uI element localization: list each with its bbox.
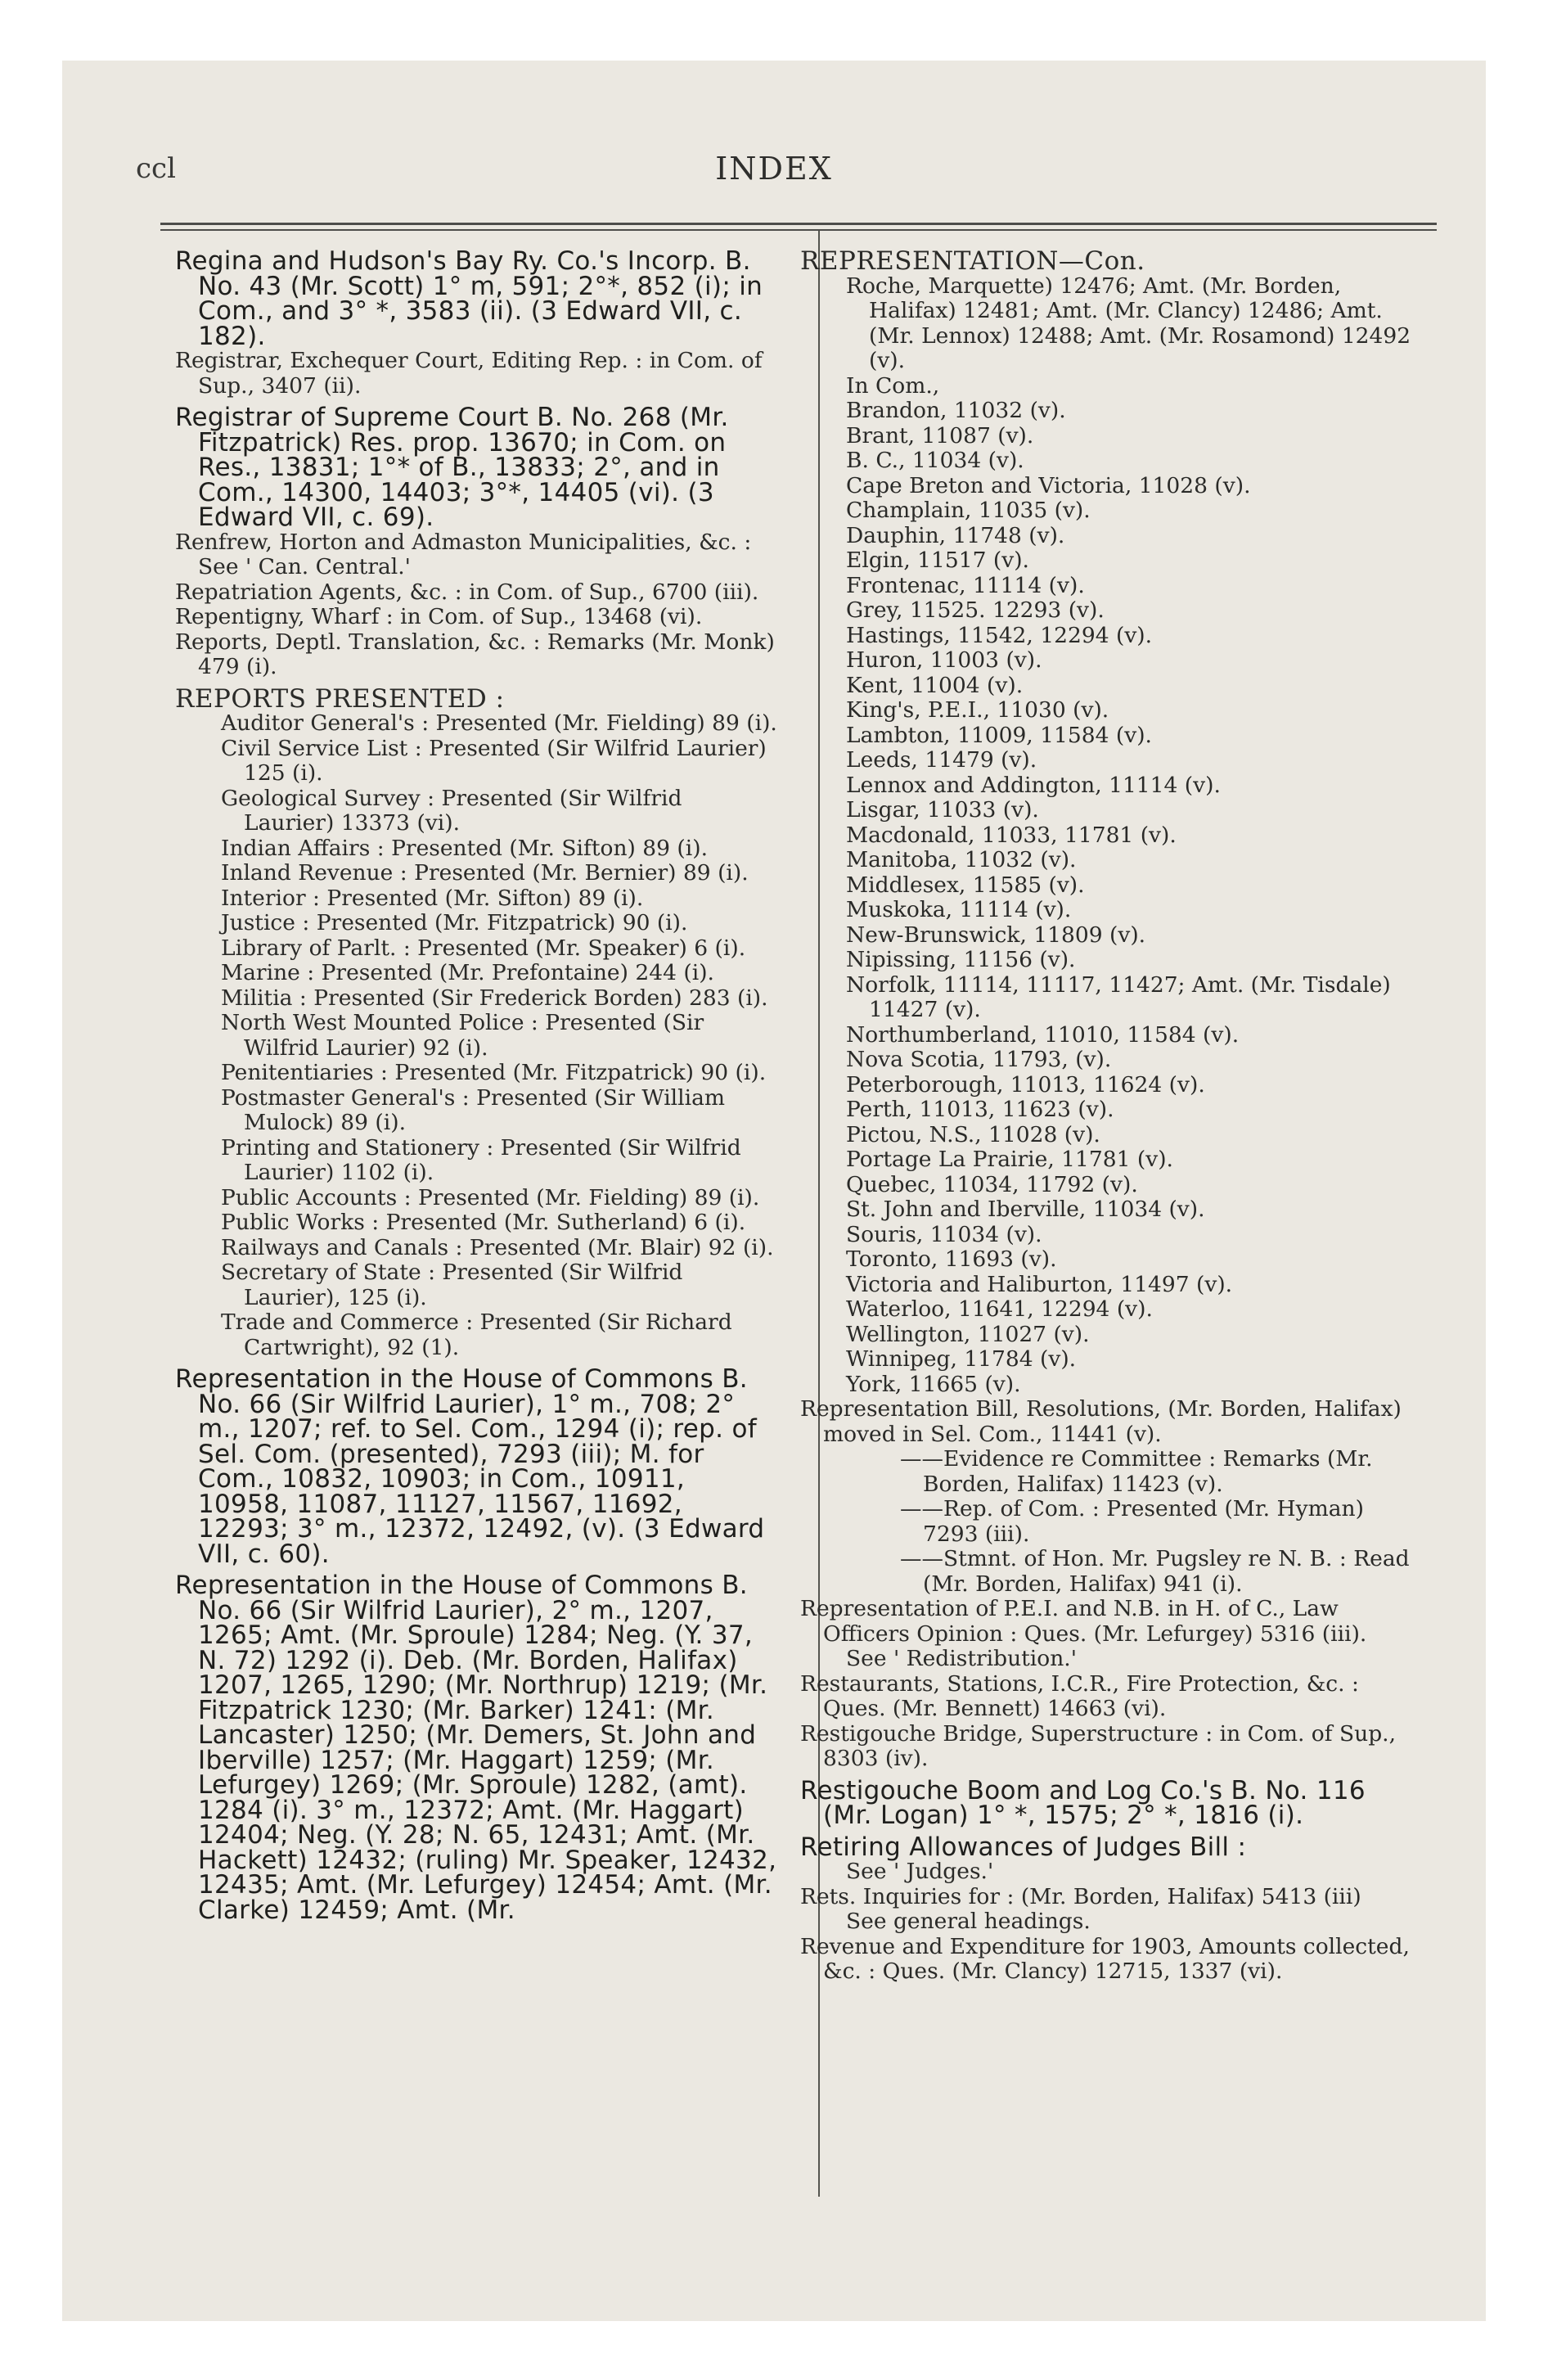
index-subentry: Dauphin, 11748 (v). [846,522,1065,548]
index-subentry: Toronto, 11693 (v). [846,1246,1057,1272]
index-subentry: Souris, 11034 (v). [846,1221,1042,1247]
index-subentry: New-Brunswick, 11809 (v). [846,922,1146,948]
index-subentry: Manitoba, 11032 (v). [846,847,1077,872]
index-subentry: Trade and Commerce : Presented (Sir Richard Cartwright), 92 (1). [221,1309,732,1360]
index-subentry: Marine : Presented (Mr. Prefontaine) 244 (i). [221,960,714,985]
index-subentry: York, 11665 (v). [846,1371,1021,1397]
index-subentry: Auditor General's : Presented (Mr. Fielding) 89 (i). [221,710,777,736]
index-subentry: Macdonald, 11033, 11781 (v). [846,822,1177,848]
index-entry: Registrar, Exchequer Court, Editing Rep. : in Com. of Sup., 3407 (ii). [175,348,763,399]
index-subentry: Civil Service List : Presented (Sir Wilfrid Laurier) 125 (i). [221,735,767,786]
index-subentry: Middlesex, 11585 (v). [846,872,1085,898]
index-subentry: Inland Revenue : Presented (Mr. Bernier) 89 (i). [221,860,749,886]
index-subentry: St. John and Iberville, 11034 (v). [846,1197,1205,1222]
index-subentry: Waterloo, 11641, 12294 (v). [846,1296,1153,1322]
index-subentry: Secretary of State : Presented (Sir Wilfrid Laurier), 125 (i). [221,1260,683,1310]
index-subentry: Justice : Presented (Mr. Fitzpatrick) 90 (i). [221,910,688,935]
index-subentry: Northumberland, 11010, 11584 (v). [846,1021,1240,1048]
index-continuation: In Com., [846,372,940,399]
index-subentry: Kent, 11004 (v). [846,672,1024,698]
left-column [175,242,777,1925]
index-heading-entry: Retiring Allowances of Judges Bill : [800,1832,1247,1862]
index-subentry: Perth, 11013, 11623 (v). [846,1097,1114,1122]
index-entry: Repatriation Agents, &c. : in Com. of Sup., 6700 (iii). [175,579,759,605]
index-continuation: Roche, Marquette) 12476; Amt. (Mr. Borden, Halifax) 12481; Amt. (Mr. Clancy) 12486; Amt. (Mr. Lennox) 12488; Amt. (Mr. Rosamond) 12492 (v). [846,273,1411,373]
index-subentry: Peterborough, 11013, 11624 (v). [846,1071,1205,1098]
index-continuation: See ' Judges.' [846,1859,994,1884]
index-entry: Representation of P.E.I. and N.B. in H. of C., Law Officers Opinion : Ques. (Mr. Lefurgey) 5316 (iii). [800,1596,1367,1647]
index-subentry: North West Mounted Police : Presented (Sir Wilfrid Laurier) 92 (i). [221,1010,704,1061]
index-entry: Rets. Inquiries for : (Mr. Borden, Halifax) 5413 (iii) [800,1883,1361,1909]
index-subentry: Grey, 11525. 12293 (v). [846,597,1105,623]
index-subentry: Norfolk, 11114, 11117, 11427; Amt. (Mr. Tisdale) 11427 (v). [846,971,1391,1022]
index-subentry: King's, P.E.I., 11030 (v). [846,697,1109,723]
index-subentry: Penitentiaries : Presented (Mr. Fitzpatrick) 90 (i). [221,1060,767,1085]
index-entry: Restigouche Bridge, Superstructure : in Com. of Sup., 8303 (iv). [800,1720,1397,1771]
index-subentry: Lisgar, 11033 (v). [846,797,1039,823]
index-subentry: Muskoka, 11114 (v). [846,897,1072,922]
index-subentry: Nipissing, 11156 (v). [846,947,1076,972]
index-subentry: Leeds, 11479 (v). [846,747,1037,773]
index-subentry: Public Works : Presented (Mr. Sutherland) 6 (i). [221,1210,746,1235]
index-entry: Representation Bill, Resolutions, (Mr. Borden, Halifax) moved in Sel. Com., 11441 (v). [800,1396,1402,1447]
index-heading-entry: Restigouche Boom and Log Co.'s B. No. 116 (Mr. Logan) 1° *, 1575; 2° *, 1816 (i). [800,1775,1366,1830]
index-dash-subentry: ——Stmnt. of Hon. Mr. Pugsley re N. B. : Read (Mr. Borden, Halifax) 941 (i). [900,1546,1410,1597]
index-subentry: Quebec, 11034, 11792 (v). [846,1171,1138,1197]
index-subentry: Public Accounts : Presented (Mr. Fielding) 89 (i). [221,1184,760,1210]
index-subentry: Pictou, N.S., 11028 (v). [846,1121,1100,1147]
index-subentry: Library of Parlt. : Presented (Mr. Speaker) 6 (i). [221,935,746,961]
index-entry: Revenue and Expenditure for 1903, Amounts collected, &c. : Ques. (Mr. Clancy) 12715, 1337 (vi). [800,1933,1410,1984]
index-subentry: Huron, 11003 (v). [846,647,1042,673]
index-subentry: Brandon, 11032 (v). [846,398,1066,423]
index-entry: Repentigny, Wharf : in Com. of Sup., 13468 (vi). [175,604,703,629]
index-heading-entry: Regina and Hudson's Bay Ry. Co.'s Incorp. B. No. 43 (Mr. Scott) 1° m, 591; 2°*, 852 (i); in Com., and 3° *, 3583 (ii). (3 Edward VII, c. 182). [175,246,763,351]
index-subentry: Lambton, 11009, 11584 (v). [846,722,1152,748]
index-subentry: Elgin, 11517 (v). [846,548,1029,573]
index-subentry: Portage La Prairie, 11781 (v). [846,1147,1173,1172]
index-subentry: Printing and Stationery : Presented (Sir Wilfrid Laurier) 1102 (i). [221,1134,741,1185]
header-rule [160,223,1437,225]
index-dash-subentry: ——Rep. of Com. : Presented (Mr. Hyman) 7293 (iii). [900,1496,1364,1547]
index-entry: Restaurants, Stations, I.C.R., Fire Protection, &c. : Ques. (Mr. Bennett) 14663 (vi). [800,1670,1359,1721]
right-column [800,242,1422,1985]
index-subentry: Geological Survey : Presented (Sir Wilfrid Laurier) 13373 (vi). [221,785,682,836]
index-subentry: Champlain, 11035 (v). [846,498,1091,523]
index-subentry: Wellington, 11027 (v). [846,1321,1090,1347]
section-heading: REPORTS PRESENTED : [175,683,505,714]
index-subentry: Railways and Canals : Presented (Mr. Blair) 92 (i). [221,1234,774,1260]
section-heading: REPRESENTATION—Con. [800,246,1145,276]
header-rule-thin [160,229,1437,231]
index-subentry: Postmaster General's : Presented (Sir William Mulock) 89 (i). [221,1084,726,1135]
index-subentry: Interior : Presented (Mr. Sifton) 89 (i). [221,885,644,911]
index-subentry: Frontenac, 11114 (v). [846,572,1085,598]
index-entry: Renfrew, Horton and Admaston Municipalities, &c. : See ' Can. Central.' [175,529,752,579]
index-entry: Reports, Deptl. Translation, &c. : Remarks (Mr. Monk) 479 (i). [175,629,775,679]
index-subentry: Brant, 11087 (v). [846,422,1034,449]
index-dash-subentry: ——Evidence re Committee : Remarks (Mr. Borden, Halifax) 11423 (v). [900,1446,1373,1497]
index-continuation: See general headings. [846,1909,1091,1934]
index-heading-entry: Representation in the House of Commons B. No. 66 (Sir Wilfrid Laurier), 1° m., 708; 2° m., 1207; ref. to Sel. Com., 1294 (i); rep. of Sel. Com. (presented), 7293 (iii); M. for Com., 10832, 10903; in Com., 10911, 10958, 11087, 11127, 11567, 11692, 12293; 3° m., 12372, 12492, (v). (3 Edward VII, c. 60). [175,1364,765,1569]
index-subentry: Indian Affairs : Presented (Mr. Sifton) 89 (i). [221,835,708,861]
index-subentry: Hastings, 11542, 12294 (v). [846,622,1153,648]
index-subentry: Nova Scotia, 11793, (v). [846,1047,1112,1072]
index-subentry: Militia : Presented (Sir Frederick Borden) 283 (i). [221,985,768,1011]
page-number: ccl [136,152,176,185]
index-subentry: Victoria and Haliburton, 11497 (v). [846,1271,1233,1297]
running-head: INDEX [715,151,833,187]
index-subentry: B. C., 11034 (v). [846,448,1024,473]
index-subentry: Lennox and Addington, 11114 (v). [846,772,1221,798]
index-heading-entry: Registrar of Supreme Court B. No. 268 (Mr. Fitzpatrick) Res. prop. 13670; in Com. on Res., 13831; 1°* of B., 13833; 2°, and in Com., 14300, 14403; 3°*, 14405 (vi). (3 Edward VII, c. 69). [175,403,729,532]
index-subentry: Winnipeg, 11784 (v). [846,1346,1077,1372]
index-continuation: See ' Redistribution.' [846,1646,1078,1671]
index-subentry: Cape Breton and Victoria, 11028 (v). [846,472,1251,498]
index-heading-entry: Representation in the House of Commons B. No. 66 (Sir Wilfrid Laurier), 2° m., 1207, 1265; Amt. (Mr. Sproule) 1284; Neg. (Y. 37, N. 72) 1292 (i). Deb. (Mr. Borden, Halifax) 1207, 1265, 1290; (Mr. Northrup) 1219; (Mr. Fitzpatrick 1230; (Mr. Barker) 1241: (Mr. Lancaster) 1250; (Mr. Demers, St. John and Iberville) 1257; (Mr. Haggart) 1259; (Mr. Lefurgey) 1269; (Mr. Sproule) 1282, (amt). 1284 (i). 3° m., 12372; Amt. (Mr. Haggart) 12404; Neg. (Y. 28; N. 65, 12431; Amt. (Mr. Hackett) 12432; (ruling) Mr. Speaker, 12432, 12435; Amt. (Mr. Lefurgey) 12454; Amt. (Mr. Clarke) 12459; Amt. (Mr. [175,1571,777,1925]
